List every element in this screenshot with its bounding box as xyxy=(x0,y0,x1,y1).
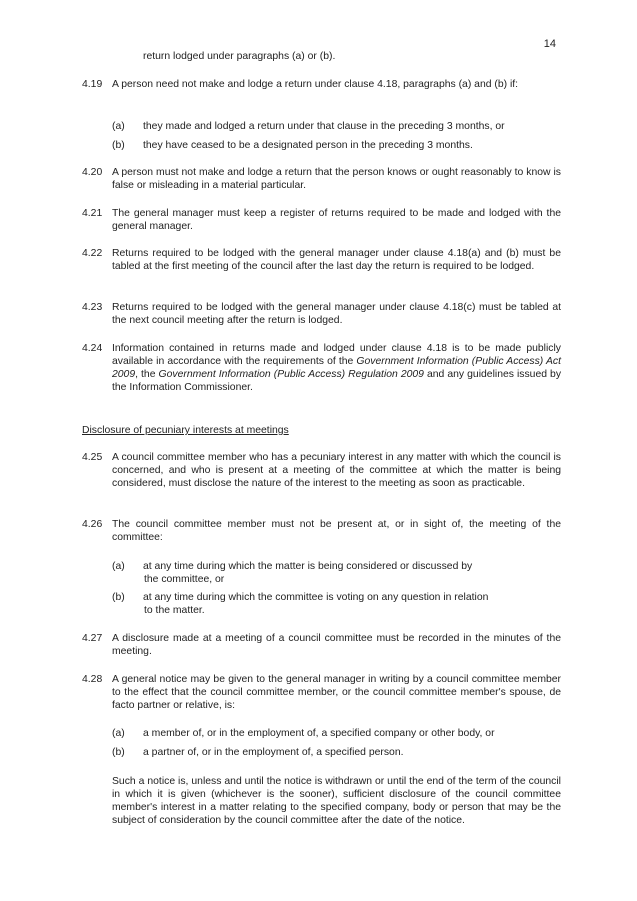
clause-4-20 xyxy=(82,166,561,192)
clause-4-19-a xyxy=(112,120,561,133)
clause-number: 4.28 xyxy=(82,674,103,685)
clause-text-part: Information contained in returns made and lodged under clause 4.18 is to be made publicly available in accordance with the requirements of the xyxy=(112,343,561,367)
clause-4-22 xyxy=(82,247,561,273)
regulation-title: Government Information (Public Access) Regulation 2009 xyxy=(158,369,424,380)
clause-4-28-b xyxy=(112,746,561,759)
clause-4-28-closing: Such a notice is, unless and until the notice is withdrawn or until the end of the term of the council in which it is given (whichever is the sooner), sufficient disclosure of the council committee member's interest in a matter relating to the specified company, body or person that may be the subject of consideration by the council committee after the date of the notice. xyxy=(112,776,561,826)
clause-text: A council committee member who has a pecuniary interest in any matter with which the council is concerned, and who is present at a meeting of the committee at which the matter is being considered, must disclose the nature of the interest to the meeting as soon as practicable. xyxy=(112,452,561,489)
clause-4-23 xyxy=(82,301,561,327)
sub-text: they made and lodged a return under that clause in the preceding 3 months, or xyxy=(143,121,505,132)
clause-number: 4.19 xyxy=(82,79,103,90)
clause-text: The council committee member must not be present at, or in sight of, the meeting of the committee: xyxy=(112,519,561,543)
clause-4-26 xyxy=(82,518,561,544)
clause-text: A disclosure made at a meeting of a council committee must be recorded in the minutes of the meeting. xyxy=(112,633,561,657)
clause-text: A general notice may be given to the general manager in writing by a council committee member to the effect that the council committee member, or the council committee member's spouse, de facto partner or relative, is: xyxy=(112,674,561,711)
clause-4-26-a xyxy=(112,560,561,586)
clause-text xyxy=(112,342,561,394)
sub-text xyxy=(143,560,561,586)
page-number: 14 xyxy=(543,38,556,50)
sub-label: (a) xyxy=(112,121,125,132)
clause-text: Returns required to be lodged with the general manager under clause 4.18(c) must be tabled at the next council meeting after the return is lodged. xyxy=(112,302,561,326)
clause-text: Returns required to be lodged with the general manager under clause 4.18(a) and (b) must be tabled at the first meeting of the council after the last day the return is required to be lodged. xyxy=(112,248,561,272)
clause-4-19 xyxy=(82,78,561,91)
sub-text: a partner of, or in the employment of, a specified person. xyxy=(143,747,404,758)
sub-text-line: at any time during which the committee is voting on any question in relation xyxy=(143,592,489,603)
clause-text-part: and any guidelines issued by the Information Commissioner. xyxy=(112,369,562,393)
continuation-text: return lodged under paragraphs (a) or (b). xyxy=(143,51,336,62)
sub-label: (b) xyxy=(112,140,125,151)
clause-4-24 xyxy=(82,342,561,394)
sub-label: (b) xyxy=(112,592,125,603)
clause-number: 4.27 xyxy=(82,633,103,644)
clause-4-28-a xyxy=(112,727,561,740)
clause-number: 4.22 xyxy=(82,248,103,259)
clause-4-21 xyxy=(82,207,561,233)
section-heading: Disclosure of pecuniary interests at meetings xyxy=(82,425,289,436)
sub-text-line: the committee, or xyxy=(144,574,225,585)
clause-number: 4.26 xyxy=(82,519,103,530)
clause-text: The general manager must keep a register of returns required to be made and lodged with the general manager. xyxy=(112,208,561,232)
clause-4-26-b xyxy=(112,591,561,617)
act-title: Government Information (Public Access) Act 2009 xyxy=(112,356,561,380)
sub-text: they have ceased to be a designated person in the preceding 3 months. xyxy=(143,140,473,151)
clause-4-19-b xyxy=(112,139,561,152)
clause-text: A person need not make and lodge a return under clause 4.18, paragraphs (a) and (b) if: xyxy=(112,79,519,90)
clause-number: 4.25 xyxy=(82,452,103,463)
clause-number: 4.24 xyxy=(82,343,103,354)
sub-text-line: at any time during which the matter is being considered or discussed by xyxy=(143,561,473,572)
clause-number: 4.20 xyxy=(82,167,103,178)
sub-label: (a) xyxy=(112,728,125,739)
sub-text: a member of, or in the employment of, a specified company or other body, or xyxy=(143,728,495,739)
sub-text-line: to the matter. xyxy=(144,605,205,616)
sub-label: (a) xyxy=(112,561,125,572)
sub-label: (b) xyxy=(112,747,125,758)
clause-text-part: , the xyxy=(135,369,159,380)
clause-number: 4.21 xyxy=(82,208,103,219)
clause-4-25 xyxy=(82,451,561,490)
clause-text: A person must not make and lodge a return that the person knows or ought reasonably to know is false or misleading in a material particular. xyxy=(112,167,561,191)
clause-4-28 xyxy=(82,673,561,712)
clause-4-27 xyxy=(82,632,561,658)
clause-number: 4.23 xyxy=(82,302,103,313)
sub-text xyxy=(143,591,561,617)
